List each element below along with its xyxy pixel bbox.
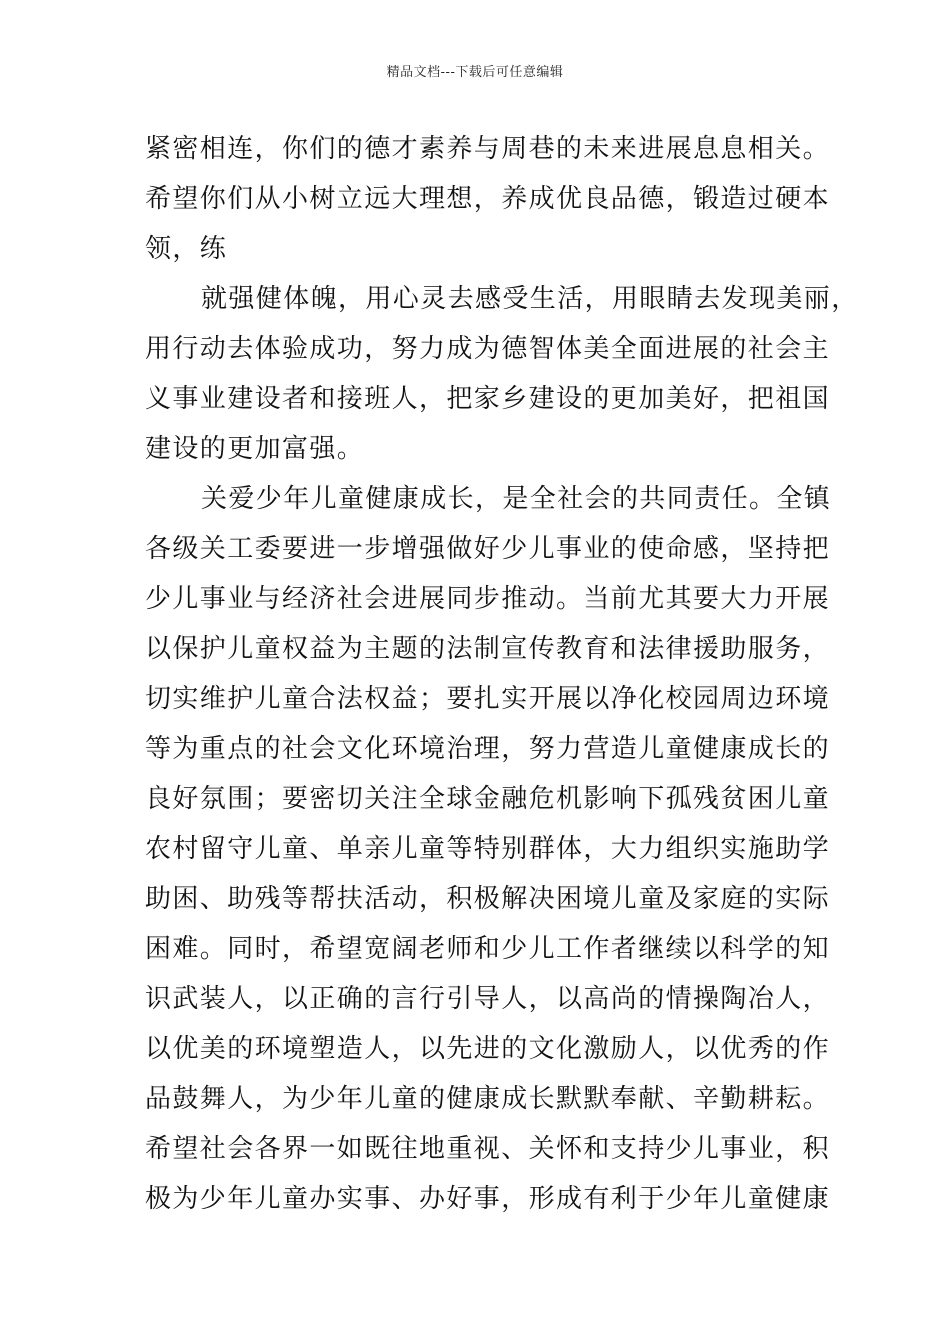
- text-line: 极为少年儿童办实事、办好事，形成有利于少年儿童健康: [145, 1184, 831, 1214]
- text-line: 紧密相连，你们的德才素养与周巷的未来进展息息相关。: [145, 134, 831, 164]
- text-line: 用行动去体验成功，努力成为德智体美全面进展的社会主: [145, 334, 831, 364]
- text-line: 农村留守儿童、单亲儿童等特别群体，大力组织实施助学: [145, 834, 831, 864]
- text-line: 以保护儿童权益为主题的法制宣传教育和法律援助服务，: [145, 634, 831, 664]
- text-line: 困难。同时，希望宽阔老师和少儿工作者继续以科学的知: [145, 934, 831, 964]
- text-line: 义事业建设者和接班人，把家乡建设的更加美好，把祖国: [145, 384, 831, 414]
- text-line: 少儿事业与经济社会进展同步推动。当前尤其要大力开展: [145, 584, 831, 614]
- paragraph-first-line: 关爱少年儿童健康成长，是全社会的共同责任。全镇: [201, 484, 832, 514]
- text-line: 希望社会各界一如既往地重视、关怀和支持少儿事业，积: [145, 1134, 831, 1164]
- paragraph-first-line: 就强健体魄，用心灵去感受生活，用眼睛去发现美丽，: [201, 284, 859, 314]
- text-line: 建设的更加富强。: [145, 434, 365, 464]
- text-line: 切实维护儿童合法权益；要扎实开展以净化校园周边环境: [145, 684, 831, 714]
- text-line: 领，练: [145, 234, 228, 264]
- text-line: 助困、助残等帮扶活动，积极解决困境儿童及家庭的实际: [145, 884, 831, 914]
- text-line: 希望你们从小树立远大理想，养成优良品德，锻造过硬本: [145, 184, 831, 214]
- text-line: 识武装人，以正确的言行引导人，以高尚的情操陶冶人，: [145, 984, 831, 1014]
- document-body: [145, 124, 859, 1224]
- text-line: 各级关工委要进一步增强做好少儿事业的使命感，坚持把: [145, 534, 831, 564]
- page-header: 精品文档---下载后可任意编辑: [386, 65, 564, 80]
- text-line: 等为重点的社会文化环境治理，努力营造儿童健康成长的: [145, 734, 831, 764]
- text-line: 品鼓舞人，为少年儿童的健康成长默默奉献、辛勤耕耘。: [145, 1084, 831, 1114]
- text-line: 良好氛围；要密切关注全球金融危机影响下孤残贫困儿童: [145, 784, 831, 814]
- text-line: 以优美的环境塑造人，以先进的文化激励人，以优秀的作: [145, 1034, 831, 1064]
